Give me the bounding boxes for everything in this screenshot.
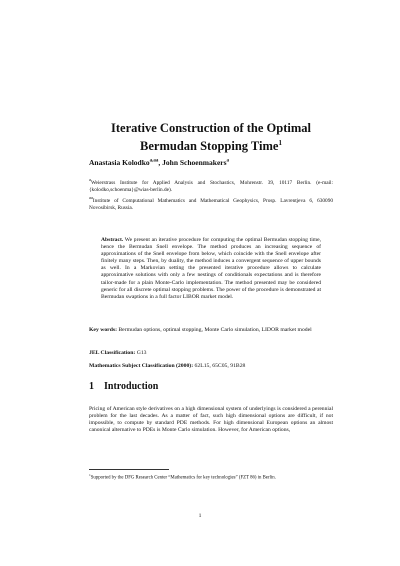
footnote-rule	[89, 469, 169, 470]
jel-classification	[89, 350, 333, 357]
paper-title	[89, 121, 333, 154]
jel-text: G13	[136, 350, 147, 356]
author-1-marks: a,aa	[149, 158, 159, 164]
title-block	[89, 121, 333, 154]
abstract	[101, 237, 321, 301]
title-footnote-mark: 1	[278, 139, 282, 147]
affiliation-2-text: Institute of Computational Mathematics and Mathematical Geophysics, Prosp. Lavrentjeva 6, 630090 Novosibirsk, Russia.	[89, 197, 333, 211]
affiliation-1-text: Weierstrass Institute for Applied Analysis and Stochastics, Mohrenstr. 39, 10117 Berlin. (e-mail: {kolodko,schoenma}@wias-berlin.de).	[89, 179, 333, 193]
title-line-1: Iterative Construction of the Optimal	[111, 121, 311, 135]
section-number: 1	[89, 381, 94, 392]
msc-text: 62L15, 65C05, 91B28	[194, 363, 246, 369]
footnote-text: Supported by the DFG Research Center “Mathematics for key technologies” (FZT 86) in Berlin.	[90, 475, 276, 481]
author-2: , John Schoenmakers	[158, 158, 227, 167]
section-title: Introduction	[104, 381, 159, 392]
author-1: Anastasia Kolodko	[89, 158, 150, 167]
title-line-2: Bermudan Stopping Time	[140, 139, 279, 154]
affiliation-2	[89, 194, 333, 212]
affiliation-1	[89, 176, 333, 194]
footnote	[89, 472, 333, 482]
author-2-marks: a	[226, 158, 230, 164]
affiliation-2-mark: aa	[89, 194, 93, 200]
abstract-text: We present an iterative procedure for computing the optimal Bermudan stopping time, hence the Bermudan Snell envelope. The method produces an increasing sequence of approximations of the Snell envelope from below, which coincide with the Snell envelope after finitely many steps. Then, by duality, the method induces a convergent sequence of upper bounds as well. In a Markovian setting the presented iterative procedure allows to calculate approximative solutions with only a few nestings of conditionals expectations and is therefore tailor-made for a plain Monte-Carlo implementation. The method presented may be considered generic for all discrete optimal stopping problems. The power of the procedure is demonstrated at Bermudan swaptions in a full factor LIBOR market model.	[101, 237, 321, 300]
keywords	[89, 327, 333, 334]
authors	[89, 158, 333, 167]
keywords-label: Key words:	[89, 327, 117, 333]
page-number: 1	[198, 513, 202, 519]
intro-paragraph: Pricing of American style derivatives on a high dimensional system of underlyings is considered a perennial problem for the last decades. As a matter of fact, such high dimensional options are difficult, if not impossible, to compute by standard PDE methods. For high dimensional European options an almost canonical alternative to PDEs is Monte Carlo simulation. However, for American options,	[89, 406, 333, 434]
keywords-text: Bermudan options, optimal stopping, Monte Carlo simulation, LIDOR market model	[118, 327, 312, 333]
affiliations	[89, 176, 333, 212]
affiliation-1-mark: a	[89, 177, 91, 182]
jel-label: JEL Classification:	[89, 350, 136, 356]
footnote-mark: 1	[89, 473, 91, 477]
section-heading	[89, 381, 333, 392]
msc-classification	[89, 363, 333, 370]
abstract-label: Abstract.	[101, 237, 124, 243]
msc-label: Mathematics Subject Classification (2000):	[89, 363, 194, 369]
